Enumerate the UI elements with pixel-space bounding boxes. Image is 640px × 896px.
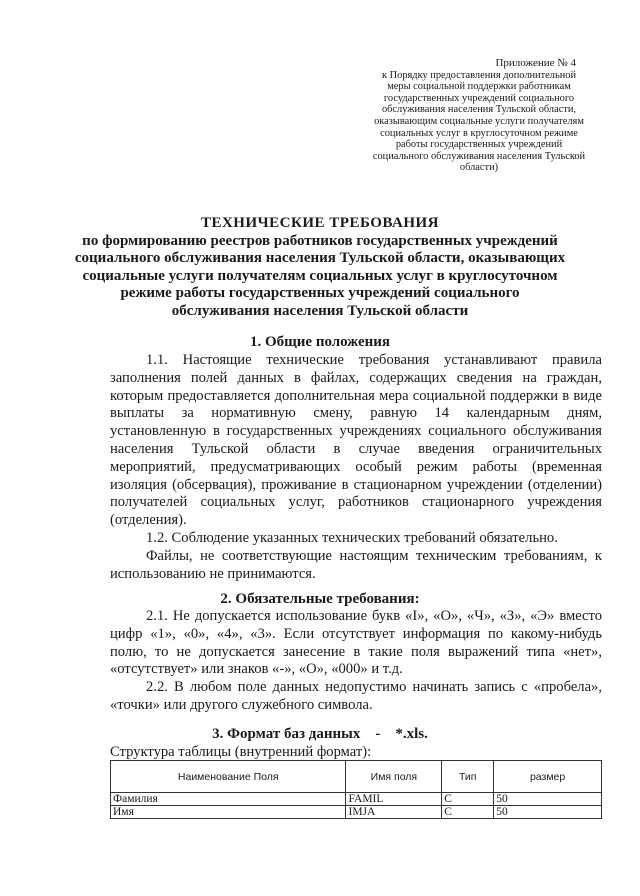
paragraph-1-1: 1.1. Настоящие технические требования устанавливают правила заполнения полей данных в файлах, содержащих сведения на граждан, которым предоставляется дополнительная мера социальной поддержки в виде выплаты за нормативную смену, равную 14 календарным дням, установленную в государственных учреждениях социального обслуживания населения Тульской области в случае введения ограничительных мероприятий, предусматривающих особый режим работы (временная изоляция (обсервация), проживание в стационарном учреждении (отделении) получателей социальных услуг, работников стационарного учреждения (отделения).	[110, 352, 602, 529]
paragraph-1-2: 1.2. Соблюдение указанных технических требований обязательно.	[146, 529, 558, 546]
appendix-line: оказывающим социальные услуги получателям	[374, 115, 584, 127]
appendix-line: социального обслуживания населения Тульской	[372, 150, 586, 162]
title-line: социального обслуживания населения Тульской области, оказывающих	[74, 250, 566, 267]
paragraph-2-1: 2.1. Не допускается использование букв «I», «О», «Ч», «З», «Э» вместо цифр «1», «0», «4», «3». Если отсутствует информация по какому-нибудь полю, то не допускается занесение в такие поля выражений типа «нет», «отсутствует» или знаков «-», «О», «000» и т.д.	[110, 608, 602, 678]
header-type: Тип	[442, 761, 494, 793]
section-1-body	[110, 352, 602, 583]
title-line: социальные услуги получателям социальных услуг в круглосуточном	[82, 267, 558, 284]
header-field-id: Имя поля	[346, 761, 442, 793]
document-title	[70, 215, 570, 321]
cell-size: 50	[494, 806, 602, 819]
section-2-body	[110, 608, 602, 715]
section-2-heading: 2. Обязательные требования:	[220, 591, 420, 607]
header-field-name: Наименование Поля	[111, 761, 346, 793]
appendix-number: Приложение № 4	[495, 57, 576, 69]
format-table	[110, 760, 602, 819]
title-line: режиме работы государственных учреждений социального	[120, 285, 520, 302]
section-1-heading: 1. Общие положения	[249, 334, 391, 350]
appendix-line: работы государственных учреждений	[395, 139, 563, 151]
appendix-line: государственных учреждений социального	[383, 92, 575, 104]
cell-field-name: Имя	[111, 806, 346, 819]
appendix-line: меры социальной поддержки работникам	[387, 81, 571, 93]
title-main: ТЕХНИЧЕСКИЕ ТРЕБОВАНИЯ	[200, 215, 440, 231]
appendix-line: обслуживания населения Тульской области,	[381, 104, 577, 116]
appendix-line: социальных услуг в круглосуточном режиме	[380, 127, 578, 139]
table-row	[111, 806, 602, 819]
paragraph-2-2: 2.2. В любом поле данных недопустимо начинать запись с «пробела», «точки» или другого служебного символа.	[110, 679, 602, 713]
title-line: по формированию реестров работников государственных учреждений	[82, 232, 558, 249]
cell-type: C	[442, 806, 494, 819]
appendix-block	[356, 58, 602, 174]
appendix-line: области)	[459, 162, 499, 174]
cell-type: C	[442, 793, 494, 806]
title-line: обслуживания населения Тульской области	[171, 302, 469, 319]
paragraph-1-3: Файлы, не соответствующие настоящим техническим требованиям, к использованию не принимаются.	[110, 547, 602, 582]
cell-field-id: IMJA	[346, 806, 442, 819]
cell-size: 50	[494, 793, 602, 806]
cell-field-id: FAMIL	[346, 793, 442, 806]
table-header-row	[111, 761, 602, 793]
section-3-heading: 3. Формат баз данных - *.xls.	[212, 726, 428, 742]
appendix-line: к Порядку предоставления дополнительной	[381, 69, 577, 81]
header-size: размер	[494, 761, 602, 793]
table-row	[111, 793, 602, 806]
structure-label: Структура таблицы (внутренний формат):	[110, 744, 372, 760]
cell-field-name: Фамилия	[111, 793, 346, 806]
